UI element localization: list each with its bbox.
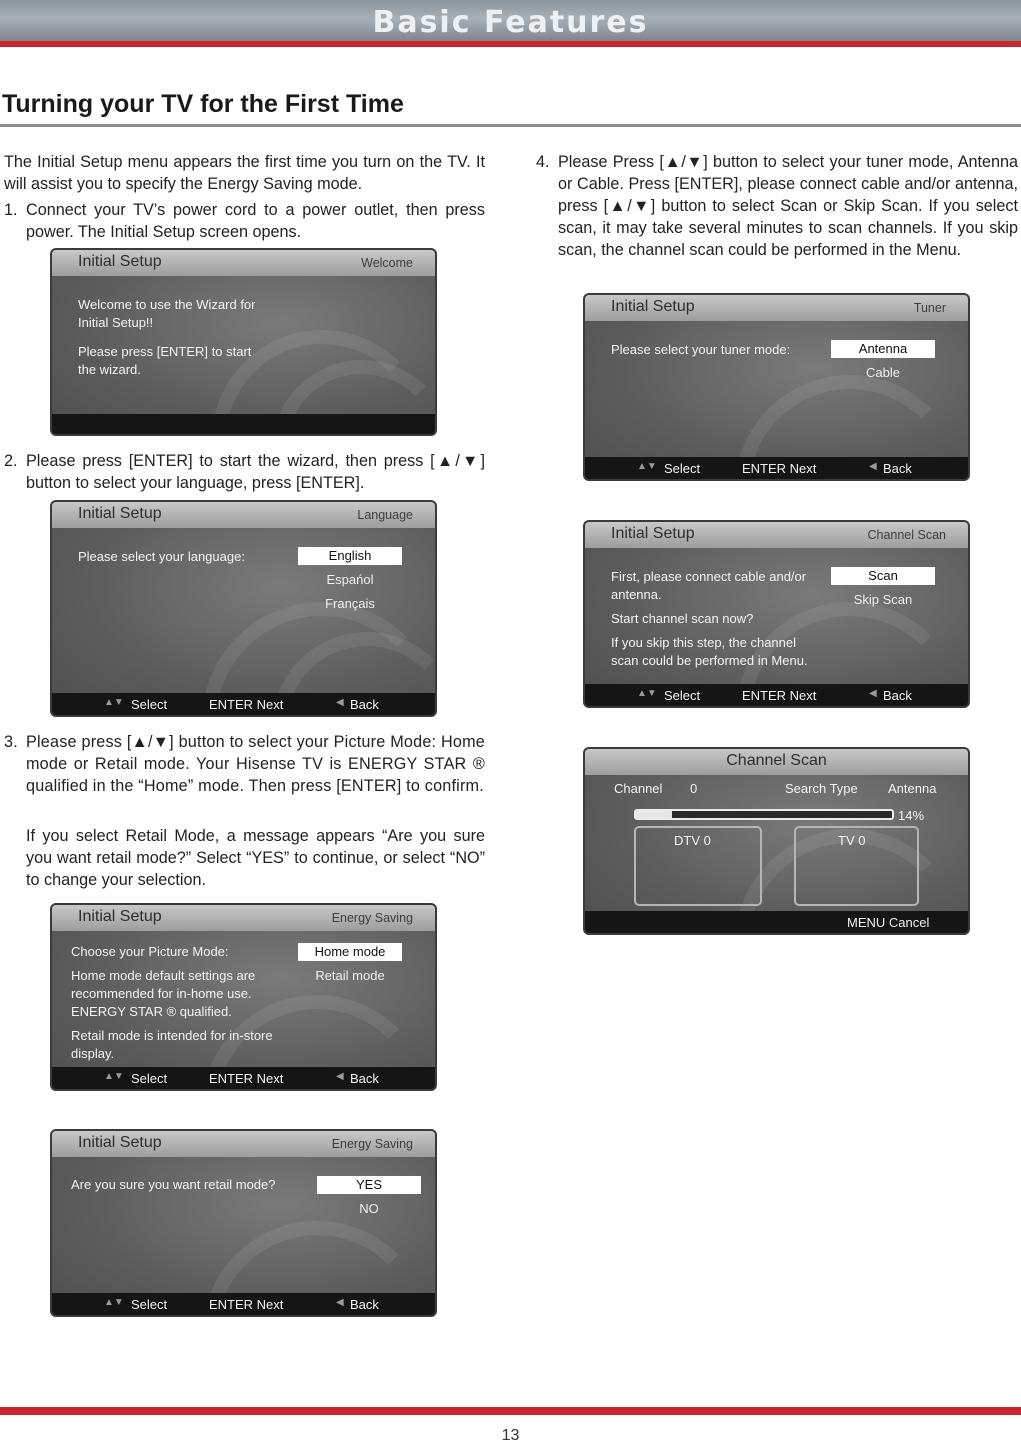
- screen-title: Initial Setup: [78, 253, 162, 270]
- step-text: Please press [ENTER] to start the wizard, then press [▲/▼] button to select your language, press [ENTER].: [26, 452, 485, 492]
- step-4: [536, 151, 1018, 261]
- step-2: [4, 450, 485, 494]
- picture-mode-prompt: Choose your Picture Mode:: [71, 944, 229, 959]
- screen-footer: [52, 693, 435, 715]
- screen-tag: Tuner: [913, 301, 946, 315]
- screen-header: [585, 749, 968, 775]
- screen-title: Initial Setup: [611, 298, 695, 315]
- footer-select: Select: [131, 697, 168, 712]
- screen-footer: [585, 911, 968, 933]
- footer-select: Select: [664, 461, 701, 476]
- section-title: Turning your TV for the First Time: [2, 90, 404, 118]
- screen-title: Initial Setup: [78, 505, 162, 522]
- language-screen: [50, 500, 437, 717]
- welcome-line: the wizard.: [78, 362, 141, 377]
- retail-confirm-screen: [50, 1129, 437, 1317]
- language-option-selected[interactable]: English: [298, 547, 402, 565]
- yes-option[interactable]: YES: [317, 1176, 421, 1194]
- footer-enter: ENTER Next: [209, 1297, 284, 1312]
- footer-select: Select: [131, 1297, 168, 1312]
- screen-title: Initial Setup: [78, 1134, 162, 1151]
- scan-progress-bar: [634, 809, 894, 820]
- screen-tag: Channel Scan: [867, 528, 946, 542]
- screen-footer: [52, 1067, 435, 1089]
- footer-back: Back: [350, 1071, 379, 1086]
- skip-scan-option[interactable]: Skip Scan: [853, 592, 913, 607]
- screen-header: [52, 905, 435, 931]
- back-arrow-icon: ◀: [869, 688, 877, 699]
- screen-title: Initial Setup: [611, 525, 695, 542]
- back-arrow-icon: ◀: [336, 1071, 344, 1082]
- tv-count: TV 0: [838, 833, 866, 848]
- updown-icon: ▲▼: [637, 461, 657, 472]
- scan-progress-fill: [636, 811, 672, 818]
- tuner-option[interactable]: Cable: [866, 365, 900, 380]
- footer-select: Select: [131, 1071, 168, 1086]
- footer-enter: ENTER Next: [742, 688, 817, 703]
- footer-back: Back: [883, 461, 912, 476]
- tuner-prompt: Please select your tuner mode:: [611, 342, 791, 357]
- search-type-value: Antenna: [888, 781, 937, 796]
- updown-icon: ▲▼: [104, 1297, 124, 1308]
- footer-back: Back: [350, 1297, 379, 1312]
- step-number: 2.: [4, 452, 18, 470]
- updown-icon: ▲▼: [637, 688, 657, 699]
- footer-enter: ENTER Next: [742, 461, 817, 476]
- language-option[interactable]: Espańol: [326, 572, 374, 587]
- scan-text: antenna.: [611, 587, 662, 602]
- footer-back: Back: [883, 688, 912, 703]
- step-text: Please Press [▲/▼] button to select your tuner mode, Antenna or Cable. Press [ENTER], please connect cable and/or antenna, press [▲/▼] button to select Scan or Skip Scan. If you select scan, it may take several minutes to scan channels. If you skip scan, the channel scan could be performed in the Menu.: [558, 153, 1018, 259]
- screen-footer: [585, 684, 968, 706]
- welcome-line: Initial Setup!!: [78, 315, 154, 330]
- scan-text: scan could be performed in Menu.: [611, 653, 808, 668]
- retail-prompt: Are you sure you want retail mode?: [71, 1177, 276, 1192]
- scan-option-selected[interactable]: Scan: [831, 567, 935, 585]
- menu-cancel: MENU Cancel: [847, 915, 930, 930]
- scan-text: First, please connect cable and/or: [611, 569, 807, 584]
- step-3: [4, 731, 485, 797]
- scan-text: Start channel scan now?: [611, 611, 754, 626]
- intro-paragraph: The Initial Setup menu appears the first time you turn on the TV. It will assist you to specify the Energy Saving mode.: [4, 153, 485, 193]
- screen-footer: [585, 457, 968, 479]
- step-number: 3.: [4, 733, 18, 751]
- screen-header: [585, 295, 968, 321]
- footer-enter: ENTER Next: [209, 697, 284, 712]
- footer-select: Select: [664, 688, 701, 703]
- screen-tag: Energy Saving: [331, 911, 413, 925]
- channel-value: 0: [690, 781, 698, 796]
- mode-description: recommended for in-home use.: [71, 986, 252, 1001]
- welcome-screen: [50, 248, 437, 436]
- scan-progress-screen: [583, 747, 970, 935]
- tv-count-box: [794, 826, 919, 906]
- mode-description: Home mode default settings are: [71, 968, 256, 983]
- back-arrow-icon: ◀: [869, 461, 877, 472]
- screen-footer: [52, 1293, 435, 1315]
- back-arrow-icon: ◀: [336, 697, 344, 708]
- section-divider: [0, 124, 1021, 127]
- screen-footer: [52, 414, 435, 434]
- mode-description: display.: [71, 1046, 115, 1061]
- scan-text: If you skip this step, the channel: [611, 635, 796, 650]
- screen-header: [52, 250, 435, 276]
- step-text: Connect your TV’s power cord to a power outlet, then press power. The Initial Setup screen opens.: [26, 201, 485, 241]
- welcome-line: Please press [ENTER] to start: [78, 344, 252, 359]
- screen-tag: Welcome: [361, 256, 413, 270]
- footer-enter: ENTER Next: [209, 1071, 284, 1086]
- footer-bar: [0, 1407, 1021, 1415]
- dtv-count-box: [634, 826, 762, 906]
- picture-mode-option[interactable]: Retail mode: [315, 968, 385, 983]
- updown-icon: ▲▼: [104, 1071, 124, 1082]
- screen-title: Initial Setup: [78, 908, 162, 925]
- page-number: 13: [501, 1427, 520, 1444]
- language-option[interactable]: Français: [325, 596, 375, 611]
- header-title: Basic Features: [372, 5, 649, 40]
- step-text: Please press [▲/▼] button to select your Picture Mode: Home mode or Retail mode. Your Hisense TV is ENERGY STAR ® qualified in the “Home” mode. Then press [ENTER] to confirm.: [26, 733, 485, 795]
- footer-back: Back: [350, 697, 379, 712]
- channel-label: Channel: [614, 781, 663, 796]
- scan-percent: 14%: [898, 808, 925, 823]
- screen-tag: Language: [357, 508, 413, 522]
- screen-header: [585, 522, 968, 548]
- mode-description: Retail mode is intended for in-store: [71, 1028, 273, 1043]
- step-number: 4.: [536, 153, 550, 171]
- updown-icon: ▲▼: [104, 697, 124, 708]
- language-prompt: Please select your language:: [78, 549, 245, 564]
- screen-header: [52, 1131, 435, 1157]
- step-1: [4, 199, 485, 243]
- back-arrow-icon: ◀: [336, 1297, 344, 1308]
- screen-tag: Energy Saving: [331, 1137, 413, 1151]
- header-banner: [0, 0, 1021, 47]
- tuner-option-selected[interactable]: Antenna: [831, 340, 935, 358]
- dtv-count: DTV 0: [674, 833, 711, 848]
- search-type-label: Search Type: [785, 781, 858, 796]
- screen-title: Channel Scan: [726, 752, 827, 769]
- picture-mode-option-selected[interactable]: Home mode: [298, 943, 402, 961]
- screen-header: [52, 502, 435, 528]
- step-3-retail-note: If you select Retail Mode, a message appears “Are you sure you want retail mode?” Select “YES” to continue, or select “NO” to change your selection.: [26, 827, 485, 889]
- energy-saving-screen: [50, 903, 437, 1091]
- mode-description: ENERGY STAR ® qualified.: [71, 1004, 232, 1019]
- channel-scan-screen: [583, 520, 970, 708]
- step-number: 1.: [4, 201, 18, 219]
- no-option[interactable]: NO: [359, 1201, 379, 1216]
- welcome-line: Welcome to use the Wizard for: [78, 297, 256, 312]
- tuner-screen: [583, 293, 970, 481]
